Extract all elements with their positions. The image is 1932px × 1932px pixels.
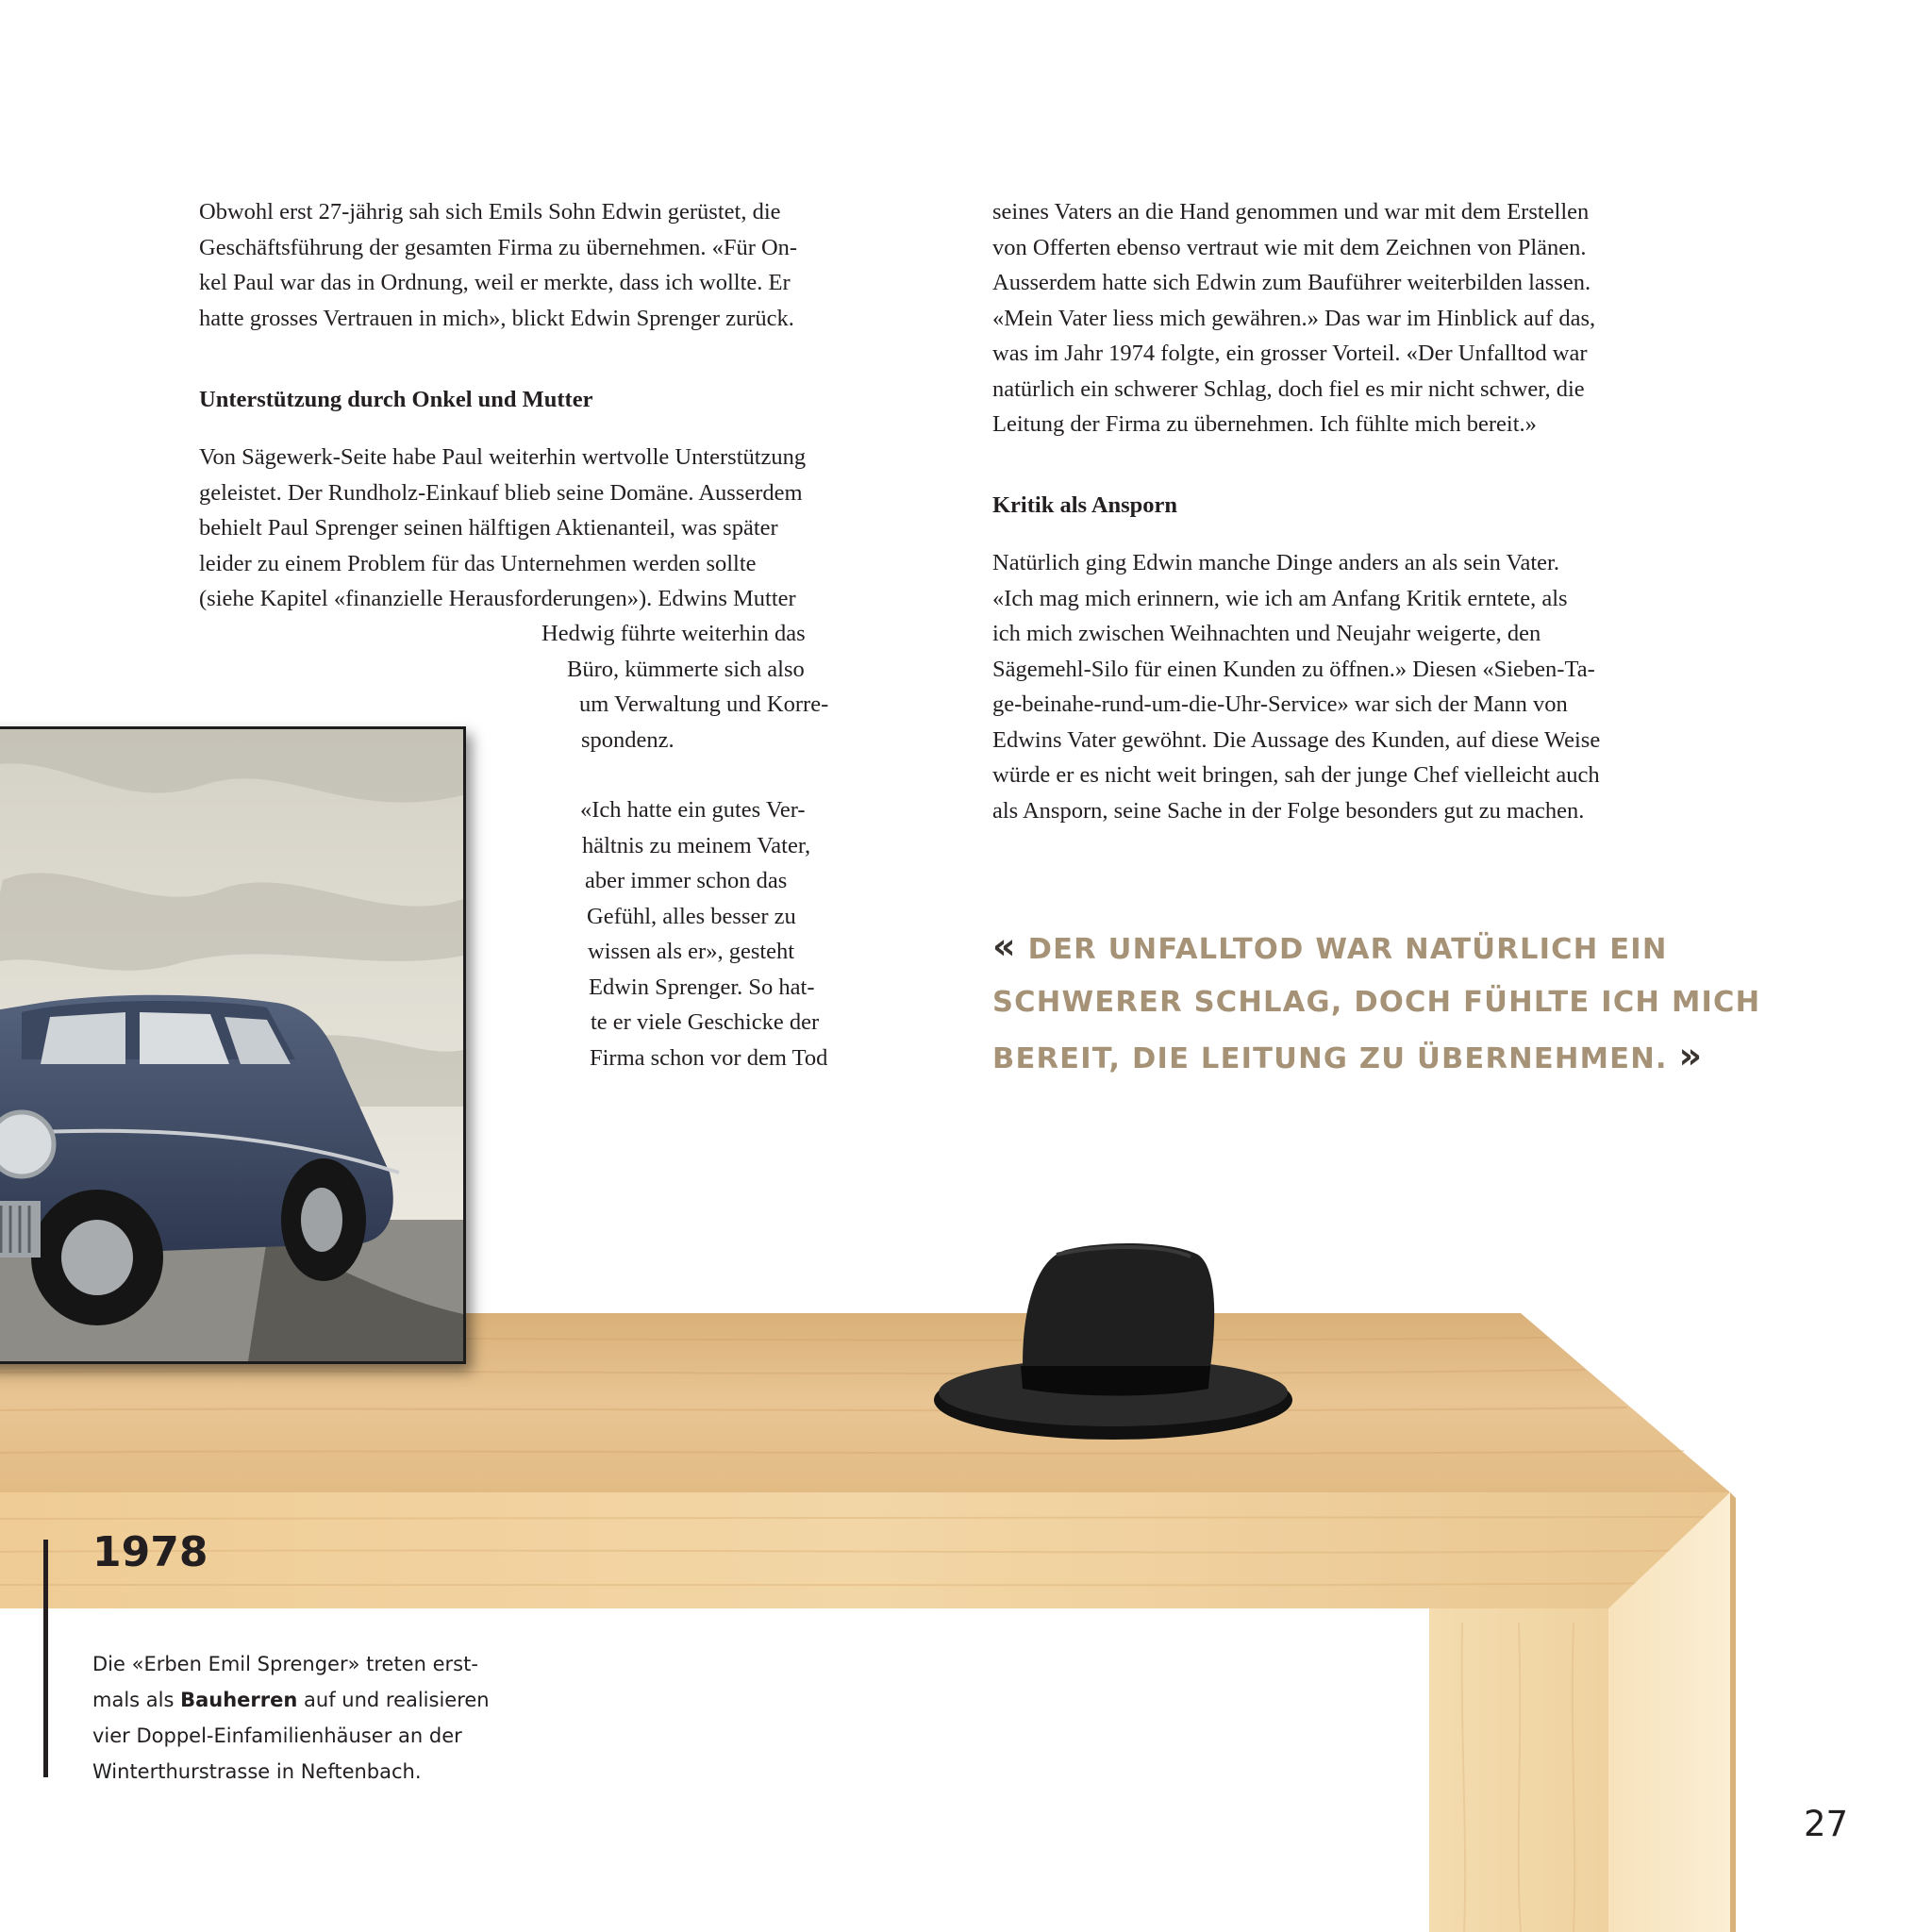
section-heading-support: Unterstützung durch Onkel und Mutter: [199, 387, 593, 412]
left-paragraph-2: Von Sägewerk-Seite habe Paul weiterhin wertvolle Unterstützung geleistet. Der Rundholz-Einkauf blieb seine Domäne. Ausserdem behielt Paul Sprenger seinen hälftigen Aktienanteil, was später leider zu einem Problem für das Unternehmen werden sollte (siehe Kapitel «finanzielle Herausforderungen»). Edwins Mutter: [199, 444, 807, 611]
close-quote-mark: »: [1678, 1035, 1704, 1076]
left-paragraph-3-wrapped: «Ich hatte ein gutes Ver- hältnis zu meinem Vater, aber immer schon das Gefühl, alles besser zu wissen als er», gesteht Edwin Sprenger. So hat- te er viele Geschicke der Firma schon vor dem Tod: [580, 797, 828, 1071]
timeline-year: 1978: [92, 1528, 208, 1576]
open-quote-mark: «: [992, 925, 1017, 967]
left-paragraph-1: Obwohl erst 27-jährig sah sich Emils Sohn Edwin gerüstet, die Geschäftsführung der gesamten Firma zu übernehmen. «Für On- kel Paul war das in Ordnung, weil er merkte, dass ich wollte. Er hatte grosses Vertrauen in mich», blickt Edwin Sprenger zurück.: [199, 199, 798, 331]
left-paragraph-2-wrapped: Hedwig führte weiterhin das Büro, kümmerte sich also um Verwaltung und Korre- spondenz.: [541, 621, 829, 753]
page-number: 27: [1804, 1804, 1849, 1844]
pull-quote: « DER UNFALLTOD WAR NATÜRLICH EIN SCHWERER SCHLAG, DOCH FÜHLTE ICH MICH BEREIT, DIE LEITUNG ZU ÜBERNEHMEN. »: [992, 925, 1761, 1076]
timeline-description: Die «Erben Emil Sprenger» treten erst- mals als Bauherren auf und realisieren vier Doppel-Einfamilienhäuser an der Winterthurstrasse in Neftenbach.: [92, 1653, 490, 1783]
vintage-car-photo: [0, 726, 466, 1364]
timeline-bar: [43, 1540, 48, 1777]
right-paragraph-1: seines Vaters an die Hand genommen und war mit dem Erstellen von Offerten ebenso vertraut wie mit dem Zeichnen von Plänen. Ausserdem hatte sich Edwin zum Bauführer weiterbilden lassen. «Mein Vater liess mich gewähren.» Das war im Hinblick auf das, was im Jahr 1974 folgte, ein grosser Vorteil. «Der Unfalltod war natürlich ein schwerer Schlag, doch fiel es mir nicht schwer, die Leitung der Firma zu übernehmen. Ich fühlte mich bereit.»: [992, 199, 1596, 437]
section-heading-criticism: Kritik als Ansporn: [992, 492, 1178, 518]
right-paragraph-2: Natürlich ging Edwin manche Dinge anders an als sein Vater. «Ich mag mich erinnern, wie ich am Anfang Kritik erntete, als ich mich zwischen Weihnachten und Neujahr weigerte, den Sägemehl-Silo für einen Kunden zu öffnen.» Diesen «Sieben-Ta- ge-beinahe-rund-um-die-Uhr-Service» war sich der Mann von Edwins Vater gewöhnt. Die Aussage des Kunden, auf diese Weise würde er es nicht weit bringen, sah der junge Chef vielleicht auch als Ansporn, seine Sache in der Folge besonders gut zu machen.: [992, 550, 1601, 824]
